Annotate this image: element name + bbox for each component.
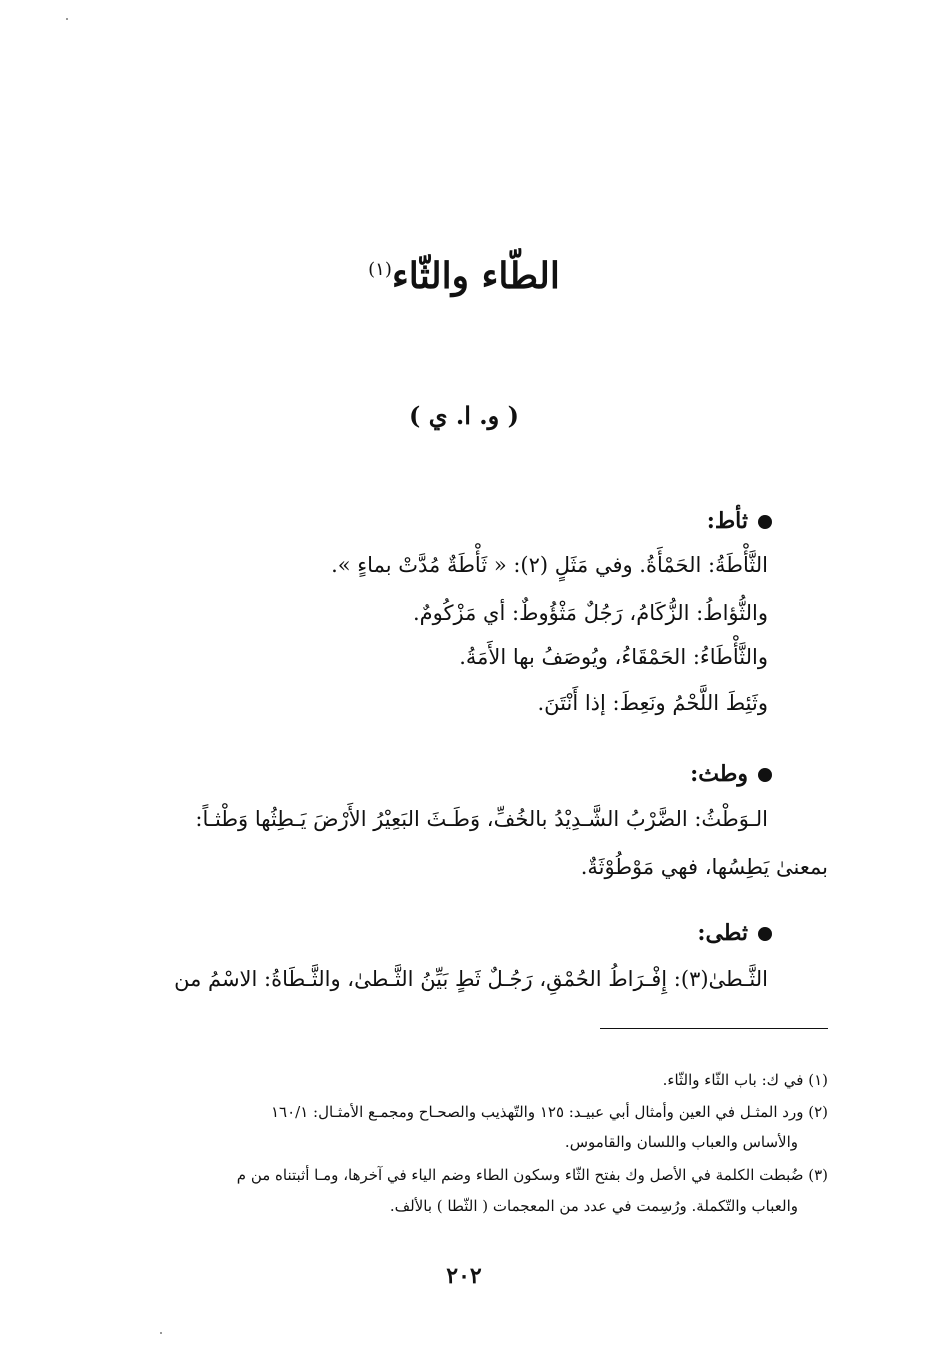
page-number: ٢٠٢ xyxy=(446,1263,482,1289)
entry-line: الـوَطْثُ: الضَّرْبُ الشَّـدِيْدُ بالخُفِّ، وَطَـثَ البَعِيْرُ الأَرْضَ يَـطِثُها وَطْثـاً: xyxy=(195,807,768,831)
entry-head-wath xyxy=(690,756,772,792)
bullet-icon xyxy=(758,515,772,529)
scan-speck xyxy=(160,1332,162,1334)
chapter-title-footnote-ref: (١) xyxy=(368,259,392,280)
footnote-3: (٣) ضُبطت الكلمة في الأصل وك بفتح الثّاء وسكون الطاء وضم الياء في آخرها، ومـا أثبتناه من م xyxy=(236,1166,828,1184)
footnote-2-continuation: والأساس والعباب واللسان والقاموس. xyxy=(564,1133,798,1151)
entry-head-text: ثأط: xyxy=(706,508,748,534)
entry-line: بمعنىٰ يَطِسُها، فهي مَوْطُوْثَةٌ. xyxy=(580,855,828,879)
chapter-title xyxy=(0,240,928,306)
entry-head-text: وطث: xyxy=(690,761,748,787)
scan-speck xyxy=(66,18,68,20)
bullet-icon xyxy=(758,927,772,941)
entry-head-text: ثطى: xyxy=(697,920,748,946)
entry-line: والثَّأْطَاءُ: الحَمْقَاءُ، ويُوصَفُ بها الأَمَةُ. xyxy=(459,645,768,669)
footnote-1: (١) في ك: باب الثّاء والثّاء. xyxy=(662,1071,828,1089)
bullet-icon xyxy=(758,768,772,782)
section-root-heading: ( و. ا. ي ) xyxy=(409,401,519,430)
entry-line: الثَّـطىٰ(٣): إِفْـرَاطُ الحُمْقِ، رَجُـلٌ ثَطٍ بَيِّنُ الثَّـطىٰ، والثَّـطَاةُ: الاسْمُ من xyxy=(174,967,768,991)
chapter-title-text: الطّاء والثّاء xyxy=(391,255,560,297)
entry-line: الثَّأْطَةُ: الحَمْأَةُ. وفي مَثَلٍ (٢): « ثَأْطَةٌ مُدَّتْ بماءٍ ». xyxy=(331,553,768,577)
entry-line: وثَئِطَ اللَّحْمُ ونَعِطَ: إذا أَنْتَنَ. xyxy=(537,691,768,715)
entry-head-thaat xyxy=(707,503,772,539)
entry-line: والثُّؤاطُ: الزُّكَامُ، رَجُلٌ مَثْؤُوطٌ: أي مَزْكُومٌ. xyxy=(413,601,768,625)
footnote-separator xyxy=(600,1028,828,1029)
footnote-3-continuation: والعباب والتّكملة. ورُسِمت في عدد من المعجمات ( الثّطا ) بالألف. xyxy=(389,1197,798,1215)
footnote-2: (٢) ورد المثـل في العين وأمثال أبي عبيـد: ١٢٥ والتّهذيب والصحـاح ومجمـع الأمثـال: ١٦٠/١ xyxy=(270,1103,828,1121)
entry-head-thata xyxy=(697,915,772,951)
